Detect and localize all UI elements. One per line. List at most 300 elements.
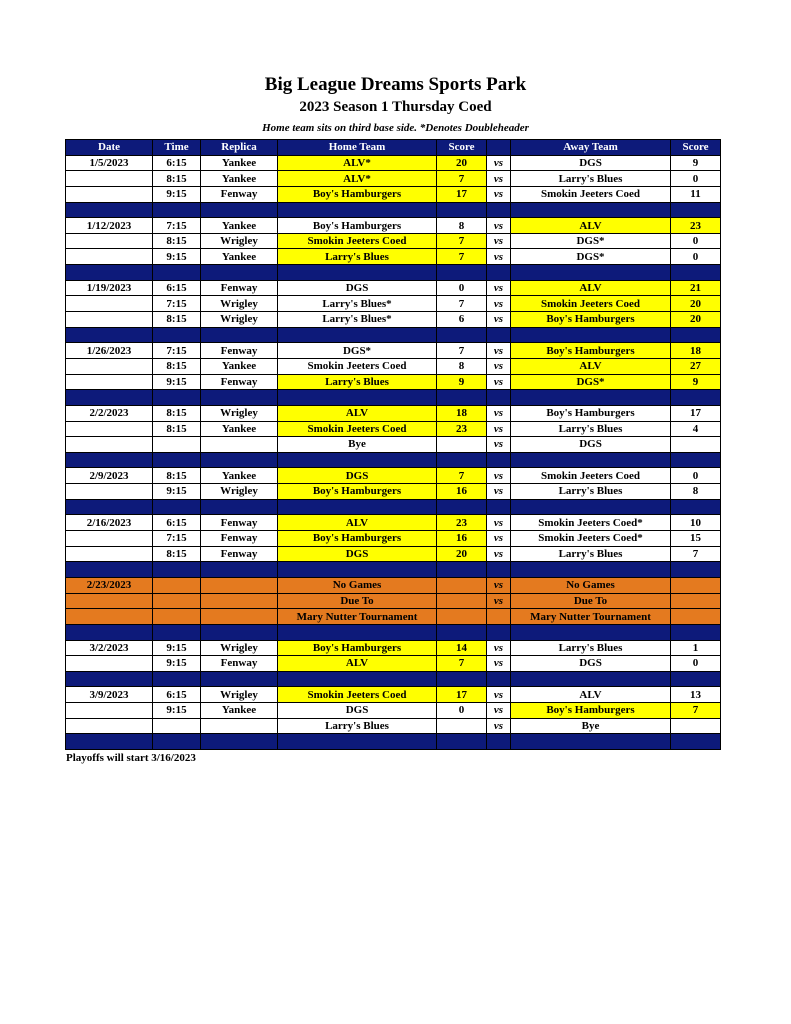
separator-cell	[66, 671, 153, 687]
date-cell	[66, 546, 153, 562]
separator-cell	[437, 671, 487, 687]
separator-cell	[66, 390, 153, 406]
time-cell: 9:15	[153, 374, 201, 390]
separator-cell	[201, 734, 278, 750]
time-cell	[153, 718, 201, 734]
away-score-cell: 23	[671, 218, 721, 234]
date-cell: 1/19/2023	[66, 280, 153, 296]
home-score-cell: 7	[437, 468, 487, 484]
time-cell	[153, 577, 201, 593]
separator-cell	[66, 562, 153, 578]
home-team-cell: Larry's Blues*	[278, 296, 437, 312]
schedule-note: Home team sits on third base side. *Denotes Doubleheader	[262, 122, 529, 134]
home-team-cell: Smokin Jeeters Coed	[278, 358, 437, 374]
home-score-cell: 8	[437, 358, 487, 374]
separator-cell	[201, 390, 278, 406]
away-team-cell: Larry's Blues	[511, 484, 671, 500]
game-row	[66, 374, 721, 390]
home-team-cell: Larry's Blues	[278, 249, 437, 265]
date-cell	[66, 703, 153, 719]
separator-cell	[201, 327, 278, 343]
away-team-cell: Larry's Blues	[511, 640, 671, 656]
date-cell	[66, 656, 153, 672]
time-cell: 7:15	[153, 218, 201, 234]
separator-cell	[487, 202, 511, 218]
replica-cell	[201, 437, 278, 453]
col-header-away-team: Away Team	[511, 140, 671, 156]
replica-cell: Yankee	[201, 468, 278, 484]
col-header-home-score: Score	[437, 140, 487, 156]
home-team-cell: Larry's Blues*	[278, 312, 437, 328]
away-score-cell: 7	[671, 546, 721, 562]
replica-cell: Yankee	[201, 155, 278, 171]
time-cell: 9:15	[153, 484, 201, 500]
game-row	[66, 468, 721, 484]
time-cell	[153, 437, 201, 453]
separator-cell	[66, 327, 153, 343]
vs-cell: vs	[487, 468, 511, 484]
away-team-cell: Boy's Hamburgers	[511, 312, 671, 328]
date-cell	[66, 421, 153, 437]
away-team-cell: Larry's Blues	[511, 171, 671, 187]
game-row	[66, 280, 721, 296]
game-row	[66, 515, 721, 531]
home-score-cell	[437, 437, 487, 453]
away-team-cell: Smokin Jeeters Coed*	[511, 531, 671, 547]
replica-cell	[201, 593, 278, 609]
game-row	[66, 484, 721, 500]
home-score-cell: 16	[437, 531, 487, 547]
date-cell: 2/9/2023	[66, 468, 153, 484]
separator-cell	[671, 671, 721, 687]
replica-cell: Yankee	[201, 358, 278, 374]
vs-cell: vs	[487, 186, 511, 202]
separator-cell	[487, 265, 511, 281]
away-score-cell: 20	[671, 296, 721, 312]
separator-cell	[278, 452, 437, 468]
home-score-cell: 7	[437, 233, 487, 249]
replica-cell: Fenway	[201, 515, 278, 531]
away-score-cell: 4	[671, 421, 721, 437]
away-score-cell: 13	[671, 687, 721, 703]
week-separator	[66, 671, 721, 687]
away-team-cell: Larry's Blues	[511, 546, 671, 562]
vs-cell: vs	[487, 656, 511, 672]
away-team-cell: Boy's Hamburgers	[511, 343, 671, 359]
separator-cell	[671, 265, 721, 281]
separator-cell	[511, 562, 671, 578]
no-games-row	[66, 577, 721, 593]
date-cell	[66, 484, 153, 500]
time-cell: 8:15	[153, 546, 201, 562]
replica-cell: Fenway	[201, 546, 278, 562]
vs-cell: vs	[487, 703, 511, 719]
home-score-cell	[437, 593, 487, 609]
separator-cell	[66, 499, 153, 515]
home-team-cell: ALV	[278, 656, 437, 672]
separator-cell	[66, 734, 153, 750]
home-team-cell: Smokin Jeeters Coed	[278, 421, 437, 437]
separator-cell	[153, 390, 201, 406]
separator-cell	[437, 734, 487, 750]
time-cell: 7:15	[153, 296, 201, 312]
vs-cell: vs	[487, 437, 511, 453]
separator-cell	[487, 499, 511, 515]
separator-cell	[66, 202, 153, 218]
separator-cell	[278, 624, 437, 640]
separator-cell	[201, 562, 278, 578]
away-score-cell	[671, 593, 721, 609]
home-score-cell: 23	[437, 515, 487, 531]
game-row	[66, 437, 721, 453]
replica-cell: Yankee	[201, 703, 278, 719]
separator-cell	[153, 327, 201, 343]
separator-cell	[511, 390, 671, 406]
week-separator	[66, 202, 721, 218]
game-row	[66, 358, 721, 374]
vs-cell	[487, 609, 511, 625]
away-score-cell	[671, 577, 721, 593]
away-team-cell: Smokin Jeeters Coed	[511, 468, 671, 484]
away-team-cell: Bye	[511, 718, 671, 734]
time-cell: 7:15	[153, 343, 201, 359]
away-score-cell	[671, 718, 721, 734]
separator-cell	[671, 499, 721, 515]
separator-cell	[671, 202, 721, 218]
home-score-cell: 6	[437, 312, 487, 328]
time-cell: 8:15	[153, 421, 201, 437]
separator-cell	[671, 734, 721, 750]
week-separator	[66, 624, 721, 640]
time-cell: 8:15	[153, 405, 201, 421]
away-score-cell: 27	[671, 358, 721, 374]
separator-cell	[511, 624, 671, 640]
away-team-cell: ALV	[511, 358, 671, 374]
date-cell	[66, 312, 153, 328]
away-team-cell: Smokin Jeeters Coed	[511, 186, 671, 202]
separator-cell	[278, 499, 437, 515]
time-cell	[153, 593, 201, 609]
away-score-cell: 0	[671, 233, 721, 249]
replica-cell: Wrigley	[201, 296, 278, 312]
game-row	[66, 531, 721, 547]
home-score-cell: 7	[437, 171, 487, 187]
home-team-cell: DGS	[278, 703, 437, 719]
date-cell	[66, 531, 153, 547]
date-cell	[66, 186, 153, 202]
time-cell: 6:15	[153, 515, 201, 531]
replica-cell: Fenway	[201, 374, 278, 390]
home-score-cell: 17	[437, 687, 487, 703]
away-score-cell: 0	[671, 468, 721, 484]
replica-cell: Fenway	[201, 531, 278, 547]
playoffs-note: Playoffs will start 3/16/2023	[66, 752, 196, 764]
header-row	[66, 140, 721, 156]
separator-cell	[278, 390, 437, 406]
time-cell: 6:15	[153, 280, 201, 296]
date-cell	[66, 609, 153, 625]
replica-cell: Yankee	[201, 218, 278, 234]
away-team-cell: Mary Nutter Tournament	[511, 609, 671, 625]
separator-cell	[153, 562, 201, 578]
game-row	[66, 656, 721, 672]
home-team-cell: Boy's Hamburgers	[278, 531, 437, 547]
separator-cell	[437, 452, 487, 468]
home-score-cell: 7	[437, 296, 487, 312]
separator-cell	[511, 452, 671, 468]
replica-cell: Wrigley	[201, 405, 278, 421]
game-row	[66, 155, 721, 171]
time-cell: 9:15	[153, 703, 201, 719]
separator-cell	[66, 265, 153, 281]
vs-cell: vs	[487, 233, 511, 249]
date-cell	[66, 437, 153, 453]
week-separator	[66, 734, 721, 750]
separator-cell	[153, 202, 201, 218]
col-header-away-score: Score	[671, 140, 721, 156]
vs-cell: vs	[487, 249, 511, 265]
separator-cell	[511, 327, 671, 343]
home-score-cell: 0	[437, 703, 487, 719]
away-team-cell: ALV	[511, 280, 671, 296]
time-cell: 9:15	[153, 640, 201, 656]
schedule-body	[66, 155, 721, 749]
week-separator	[66, 327, 721, 343]
date-cell: 3/9/2023	[66, 687, 153, 703]
vs-cell: vs	[487, 531, 511, 547]
home-team-cell: DGS	[278, 280, 437, 296]
replica-cell: Fenway	[201, 186, 278, 202]
separator-cell	[278, 327, 437, 343]
replica-cell: Wrigley	[201, 233, 278, 249]
home-score-cell: 9	[437, 374, 487, 390]
home-score-cell: 20	[437, 155, 487, 171]
home-score-cell: 8	[437, 218, 487, 234]
col-header-replica: Replica	[201, 140, 278, 156]
home-score-cell: 7	[437, 656, 487, 672]
replica-cell: Fenway	[201, 280, 278, 296]
home-team-cell: Larry's Blues	[278, 374, 437, 390]
separator-cell	[201, 265, 278, 281]
col-header-date: Date	[66, 140, 153, 156]
date-cell: 1/5/2023	[66, 155, 153, 171]
home-score-cell	[437, 577, 487, 593]
vs-cell: vs	[487, 640, 511, 656]
home-team-cell: Boy's Hamburgers	[278, 218, 437, 234]
replica-cell: Fenway	[201, 656, 278, 672]
no-games-row	[66, 609, 721, 625]
separator-cell	[511, 265, 671, 281]
page-subtitle: 2023 Season 1 Thursday Coed	[299, 99, 492, 115]
replica-cell: Yankee	[201, 171, 278, 187]
away-team-cell: DGS*	[511, 233, 671, 249]
away-score-cell: 7	[671, 703, 721, 719]
date-cell	[66, 374, 153, 390]
away-team-cell: DGS*	[511, 374, 671, 390]
separator-cell	[278, 202, 437, 218]
separator-cell	[278, 562, 437, 578]
replica-cell: Fenway	[201, 343, 278, 359]
away-score-cell: 9	[671, 155, 721, 171]
replica-cell	[201, 609, 278, 625]
time-cell: 9:15	[153, 656, 201, 672]
home-score-cell: 7	[437, 249, 487, 265]
date-cell	[66, 171, 153, 187]
separator-cell	[671, 562, 721, 578]
vs-cell: vs	[487, 515, 511, 531]
away-team-cell: Boy's Hamburgers	[511, 405, 671, 421]
home-score-cell: 7	[437, 343, 487, 359]
date-cell	[66, 249, 153, 265]
col-header-home-team: Home Team	[278, 140, 437, 156]
separator-cell	[153, 671, 201, 687]
away-team-cell: DGS*	[511, 249, 671, 265]
home-score-cell: 0	[437, 280, 487, 296]
date-cell: 2/2/2023	[66, 405, 153, 421]
separator-cell	[487, 390, 511, 406]
home-score-cell: 18	[437, 405, 487, 421]
home-score-cell: 14	[437, 640, 487, 656]
game-row	[66, 296, 721, 312]
vs-cell: vs	[487, 374, 511, 390]
game-row	[66, 421, 721, 437]
away-score-cell	[671, 437, 721, 453]
home-score-cell: 17	[437, 186, 487, 202]
separator-cell	[511, 202, 671, 218]
away-score-cell: 10	[671, 515, 721, 531]
away-score-cell	[671, 609, 721, 625]
away-score-cell: 21	[671, 280, 721, 296]
vs-cell: vs	[487, 405, 511, 421]
separator-cell	[278, 671, 437, 687]
replica-cell: Wrigley	[201, 484, 278, 500]
time-cell: 9:15	[153, 186, 201, 202]
date-cell	[66, 358, 153, 374]
separator-cell	[511, 671, 671, 687]
game-row	[66, 186, 721, 202]
separator-cell	[201, 624, 278, 640]
game-row	[66, 546, 721, 562]
date-cell	[66, 593, 153, 609]
away-team-cell: No Games	[511, 577, 671, 593]
time-cell: 6:15	[153, 687, 201, 703]
separator-cell	[153, 499, 201, 515]
vs-cell: vs	[487, 687, 511, 703]
page-title: Big League Dreams Sports Park	[264, 74, 527, 95]
date-cell: 1/12/2023	[66, 218, 153, 234]
game-row	[66, 703, 721, 719]
home-team-cell: Larry's Blues	[278, 718, 437, 734]
replica-cell	[201, 577, 278, 593]
game-row	[66, 218, 721, 234]
home-team-cell: Boy's Hamburgers	[278, 186, 437, 202]
time-cell: 8:15	[153, 312, 201, 328]
separator-cell	[671, 452, 721, 468]
home-team-cell: Smokin Jeeters Coed	[278, 233, 437, 249]
col-header-time: Time	[153, 140, 201, 156]
away-score-cell: 18	[671, 343, 721, 359]
separator-cell	[153, 624, 201, 640]
away-score-cell: 0	[671, 656, 721, 672]
away-team-cell: ALV	[511, 218, 671, 234]
schedule-table	[65, 139, 721, 750]
separator-cell	[66, 452, 153, 468]
vs-cell: vs	[487, 593, 511, 609]
home-team-cell: Bye	[278, 437, 437, 453]
col-header-vs	[487, 140, 511, 156]
home-team-cell: ALV	[278, 405, 437, 421]
separator-cell	[671, 327, 721, 343]
vs-cell: vs	[487, 312, 511, 328]
vs-cell: vs	[487, 577, 511, 593]
game-row	[66, 718, 721, 734]
home-team-cell: ALV	[278, 515, 437, 531]
replica-cell: Wrigley	[201, 312, 278, 328]
home-team-cell: Mary Nutter Tournament	[278, 609, 437, 625]
separator-cell	[437, 562, 487, 578]
away-team-cell: Smokin Jeeters Coed*	[511, 515, 671, 531]
week-separator	[66, 390, 721, 406]
week-separator	[66, 265, 721, 281]
away-score-cell: 11	[671, 186, 721, 202]
replica-cell: Yankee	[201, 249, 278, 265]
away-score-cell: 20	[671, 312, 721, 328]
date-cell: 2/16/2023	[66, 515, 153, 531]
time-cell: 7:15	[153, 531, 201, 547]
time-cell: 8:15	[153, 358, 201, 374]
separator-cell	[511, 734, 671, 750]
away-team-cell: Due To	[511, 593, 671, 609]
separator-cell	[437, 499, 487, 515]
vs-cell: vs	[487, 484, 511, 500]
vs-cell: vs	[487, 171, 511, 187]
game-row	[66, 249, 721, 265]
separator-cell	[437, 202, 487, 218]
separator-cell	[278, 734, 437, 750]
date-cell	[66, 296, 153, 312]
separator-cell	[153, 734, 201, 750]
time-cell: 8:15	[153, 468, 201, 484]
away-score-cell: 0	[671, 171, 721, 187]
week-separator	[66, 499, 721, 515]
game-row	[66, 343, 721, 359]
date-cell: 2/23/2023	[66, 577, 153, 593]
separator-cell	[437, 327, 487, 343]
date-cell	[66, 233, 153, 249]
away-team-cell: Smokin Jeeters Coed	[511, 296, 671, 312]
home-team-cell: DGS*	[278, 343, 437, 359]
separator-cell	[671, 624, 721, 640]
home-score-cell: 20	[437, 546, 487, 562]
game-row	[66, 687, 721, 703]
game-row	[66, 312, 721, 328]
home-team-cell: ALV*	[278, 155, 437, 171]
time-cell: 8:15	[153, 233, 201, 249]
separator-cell	[201, 671, 278, 687]
separator-cell	[201, 499, 278, 515]
separator-cell	[487, 562, 511, 578]
separator-cell	[487, 327, 511, 343]
home-score-cell: 23	[437, 421, 487, 437]
away-team-cell: DGS	[511, 155, 671, 171]
vs-cell: vs	[487, 343, 511, 359]
away-team-cell: Larry's Blues	[511, 421, 671, 437]
replica-cell: Yankee	[201, 421, 278, 437]
away-team-cell: DGS	[511, 437, 671, 453]
away-team-cell: ALV	[511, 687, 671, 703]
away-team-cell: DGS	[511, 656, 671, 672]
separator-cell	[437, 390, 487, 406]
